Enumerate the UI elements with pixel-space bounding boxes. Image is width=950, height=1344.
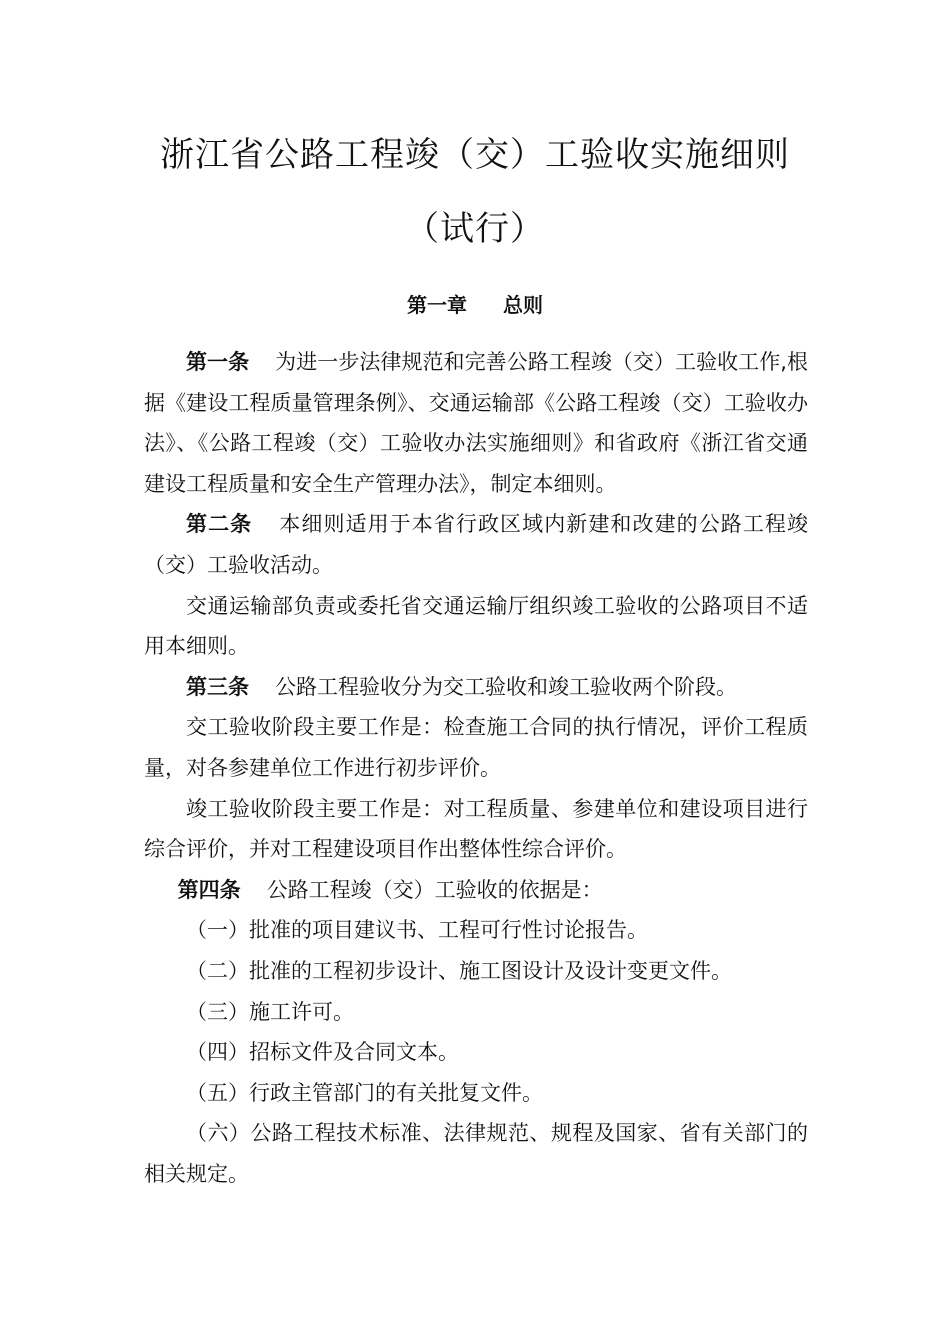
- article-text: 公路工程竣（交）工验收的依据是：: [266, 877, 603, 902]
- document-title: 浙江省公路工程竣（交）工验收实施细则: [160, 135, 790, 175]
- paragraph-text: 竣工验收阶段主要工作是：对工程质量、参建单位和建设项目进行综合评价，并对工程建设项目作出整体性综合评价。: [144, 796, 808, 862]
- paragraph: [144, 789, 808, 870]
- list-item: （三）施工许可。: [186, 999, 354, 1024]
- paragraph-text: 交通运输部负责或委托省交通运输厅组织竣工验收的公路项目不适用本细则。: [144, 593, 808, 659]
- list-item: （一）批准的项目建议书、工程可行性讨论报告。: [186, 918, 648, 943]
- article-label: 第四条: [177, 877, 241, 902]
- article-text: 本细则适用于本省行政区域内新建和改建的公路工程竣（交）工验收活动。: [144, 512, 809, 577]
- chapter-name: 总则: [503, 293, 543, 317]
- list-item: （二）批准的工程初步设计、施工图设计及设计变更文件。: [186, 958, 732, 983]
- article-3: [144, 667, 808, 708]
- paragraph-text: 交工验收阶段主要工作是：检查施工合同的执行情况，评价工程质量，对各参建单位工作进行初步评价。: [144, 715, 808, 780]
- article-1: [144, 342, 808, 504]
- article-label: 第三条: [186, 674, 249, 699]
- chapter-number: 第一章: [407, 293, 467, 317]
- document-subtitle: （试行）: [405, 209, 545, 249]
- document-body: [144, 342, 808, 1194]
- article-label: 第二条: [186, 512, 253, 537]
- list-item: （五）行政主管部门的有关批复文件。: [186, 1080, 543, 1105]
- paragraph: [144, 707, 808, 788]
- article-text: 公路工程验收分为交工验收和竣工验收两个阶段。: [275, 674, 737, 699]
- paragraph: [144, 586, 808, 667]
- list-item: （六）公路工程技术标准、法律规范、规程及国家、省有关部门的相关规定。: [144, 1121, 808, 1186]
- list-item: （四）招标文件及合同文本。: [186, 1040, 459, 1065]
- article-4: [144, 870, 808, 911]
- article-label: 第一条: [186, 350, 250, 374]
- chapter-heading: [0, 289, 950, 318]
- article-text: 为进一步法律规范和完善公路工程竣（交）工验收工作,根据《建设工程质量管理条例》、交通运输部《公路工程竣（交）工验收办法》、《公路工程竣（交）工验收办法实施细则》和省政府《浙江省交通建设工程质量和安全生产管理办法》，制定本细则。: [144, 350, 808, 496]
- article-2: [144, 504, 808, 585]
